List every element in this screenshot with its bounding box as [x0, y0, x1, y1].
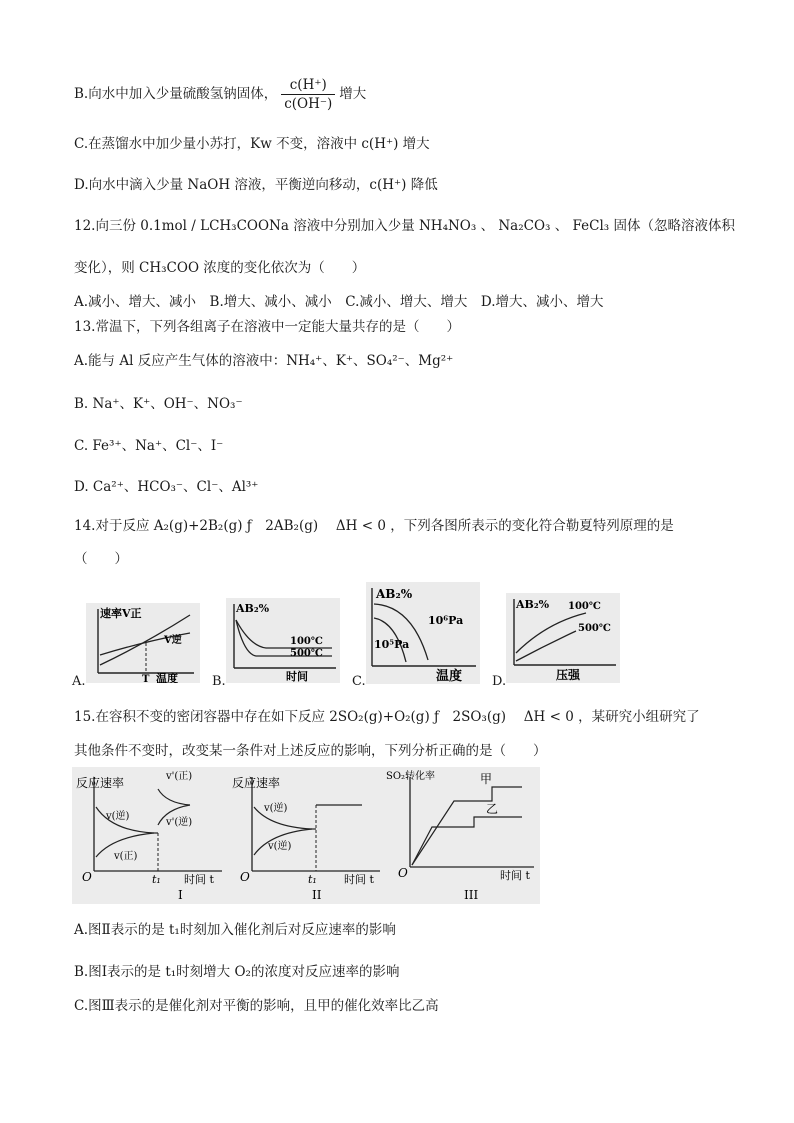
q15-fig1-label4: v'(逆) [166, 817, 193, 828]
q13-option-c: C. Fe³⁺、Na⁺、Cl⁻、I⁻ [74, 438, 224, 454]
q15-option-a: A.图Ⅱ表示的是 t₁时刻加入催化剂后对反应速率的影响 [74, 922, 396, 938]
q13-stem: 13.常温下，下列各组离子在溶液中一定能大量共存的是（ ） [74, 319, 460, 335]
q14-stem-line2: （ ） [74, 551, 128, 567]
q14-d-series1: 100℃ [568, 601, 601, 612]
q12-stem-line1: 12.向三份 0.1mol / LCH₃COONa 溶液中分别加入少量 NH₄NO₃ 、 Na₂CO₃ 、 FeCl₃ 固体（忽略溶液体积 [74, 218, 735, 234]
q14-b-series2: 500℃ [290, 648, 323, 659]
q15-fig1-ylabel: 反应速率 [76, 776, 125, 790]
q15-fig2-label1: v(逆) [264, 803, 288, 814]
q12-options: A.减小、增大、减小 B.增大、减小、减小 C.减小、增大、增大 D.增大、减小、增大 [74, 294, 604, 310]
q15-fig3-ylabel: SO₂转化率 [386, 771, 436, 782]
q15-stem-line1: 15.在容积不变的密闭容器中存在如下反应 2SO₂(g)+O₂(g) ƒ 2SO₃(g) ΔH < 0 ，某研究小组研究了 [74, 709, 700, 725]
q15-fig1-roman: I [178, 888, 183, 902]
q11-b-suffix: 增大 [339, 86, 367, 102]
q14-figure-c [366, 582, 480, 684]
q14-a-ylabel: 速率V正 [100, 607, 142, 620]
q15-fig2-roman: II [312, 888, 322, 902]
q14-a-xtick: T [142, 674, 150, 683]
q14-d-ylabel: AB₂% [516, 598, 550, 611]
q14-b-xlabel: 时间 [286, 670, 308, 683]
q11-b-prefix: B.向水中加入少量硫酸氢钠固体， [74, 86, 278, 102]
q11-option-c: C.在蒸馏水中加少量小苏打，Kw 不变，溶液中 c(H⁺) 增大 [74, 136, 430, 152]
q14-label-a: A. [72, 674, 86, 689]
q15-fig1-label3: v'(正) [166, 771, 193, 782]
q15-option-b: B.图Ⅰ表示的是 t₁时刻增大 O₂的浓度对反应速率的影响 [74, 964, 400, 980]
q14-figure-d [506, 593, 620, 683]
q15-fig2-xlabel: 时间 t [344, 873, 374, 886]
q15-fig3-xlabel: 时间 t [500, 869, 530, 882]
q13-option-b: B. Na⁺、K⁺、OH⁻、NO₃⁻ [74, 396, 243, 412]
q15-fig2-xtick: t₁ [308, 873, 317, 886]
q15-fig1-origin: O [82, 870, 92, 884]
q14-label-b: B. [212, 674, 226, 689]
q14-d-xlabel: 压强 [556, 668, 581, 682]
q12-stem-line2: 变化），则 CH₃COO 浓度的变化依次为（ ） [74, 260, 366, 276]
q14-a-xlabel: 温度 [156, 672, 178, 683]
q15-fig1-label1: v(逆) [106, 811, 130, 822]
q15-fig3-label2: 乙 [486, 802, 499, 816]
q11-option-d: D.向水中滴入少量 NaOH 溶液，平衡逆向移动，c(H⁺) 降低 [74, 177, 438, 193]
q14-label-d: D. [492, 674, 507, 689]
q13-option-d: D. Ca²⁺、HCO₃⁻、Cl⁻、Al³⁺ [74, 479, 259, 495]
q14-c-ylabel: AB₂% [376, 587, 413, 601]
q15-fig3-roman: III [464, 888, 479, 902]
q15-fig2-label2: v(逆) [268, 841, 292, 852]
q14-stem-line1: 14.对于反应 A₂(g)+2B₂(g) ƒ 2AB₂(g) ΔH < 0 ，下列各图所表示的变化符合勒夏特列原理的是 [74, 518, 674, 534]
q14-d-series2: 500℃ [578, 623, 611, 634]
q14-c-xlabel: 温度 [436, 669, 463, 684]
q14-figure-b [226, 598, 340, 683]
q15-fig1-xlabel: 时间 t [184, 873, 214, 886]
q14-b-series1: 100℃ [290, 636, 323, 647]
q13-option-a: A.能与 Al 反应产生气体的溶液中：NH₄⁺、K⁺、SO₄²⁻、Mg²⁺ [74, 353, 454, 369]
q14-label-c: C. [352, 674, 366, 689]
q11-b-denominator: c(OH⁻) [284, 96, 333, 112]
q11-b-fraction [281, 76, 335, 113]
q14-b-ylabel: AB₂% [236, 602, 270, 615]
q15-fig2-origin: O [240, 870, 250, 884]
q15-fig1-xtick: t₁ [152, 873, 161, 886]
q15-fig3-origin: O [398, 866, 408, 880]
q15-fig2-ylabel: 反应速率 [232, 776, 281, 790]
q14-a-curve-label: V逆 [164, 635, 182, 646]
q11-b-numerator: c(H⁺) [281, 76, 335, 95]
q15-fig1-label2: v(正) [114, 851, 138, 862]
q14-figure-a [86, 603, 200, 683]
q14-c-series2: 10⁵Pa [374, 638, 410, 651]
q15-figure-panel [72, 767, 540, 904]
q15-fig3-label1: 甲 [480, 772, 493, 786]
q15-stem-line2: 其他条件不变时，改变某一条件对上述反应的影响，下列分析正确的是（ ） [74, 743, 547, 759]
q14-c-series1: 10⁶Pa [428, 614, 464, 627]
q15-option-c: C.图Ⅲ表示的是催化剂对平衡的影响，且甲的催化效率比乙高 [74, 998, 439, 1014]
q11-option-b [74, 76, 366, 113]
